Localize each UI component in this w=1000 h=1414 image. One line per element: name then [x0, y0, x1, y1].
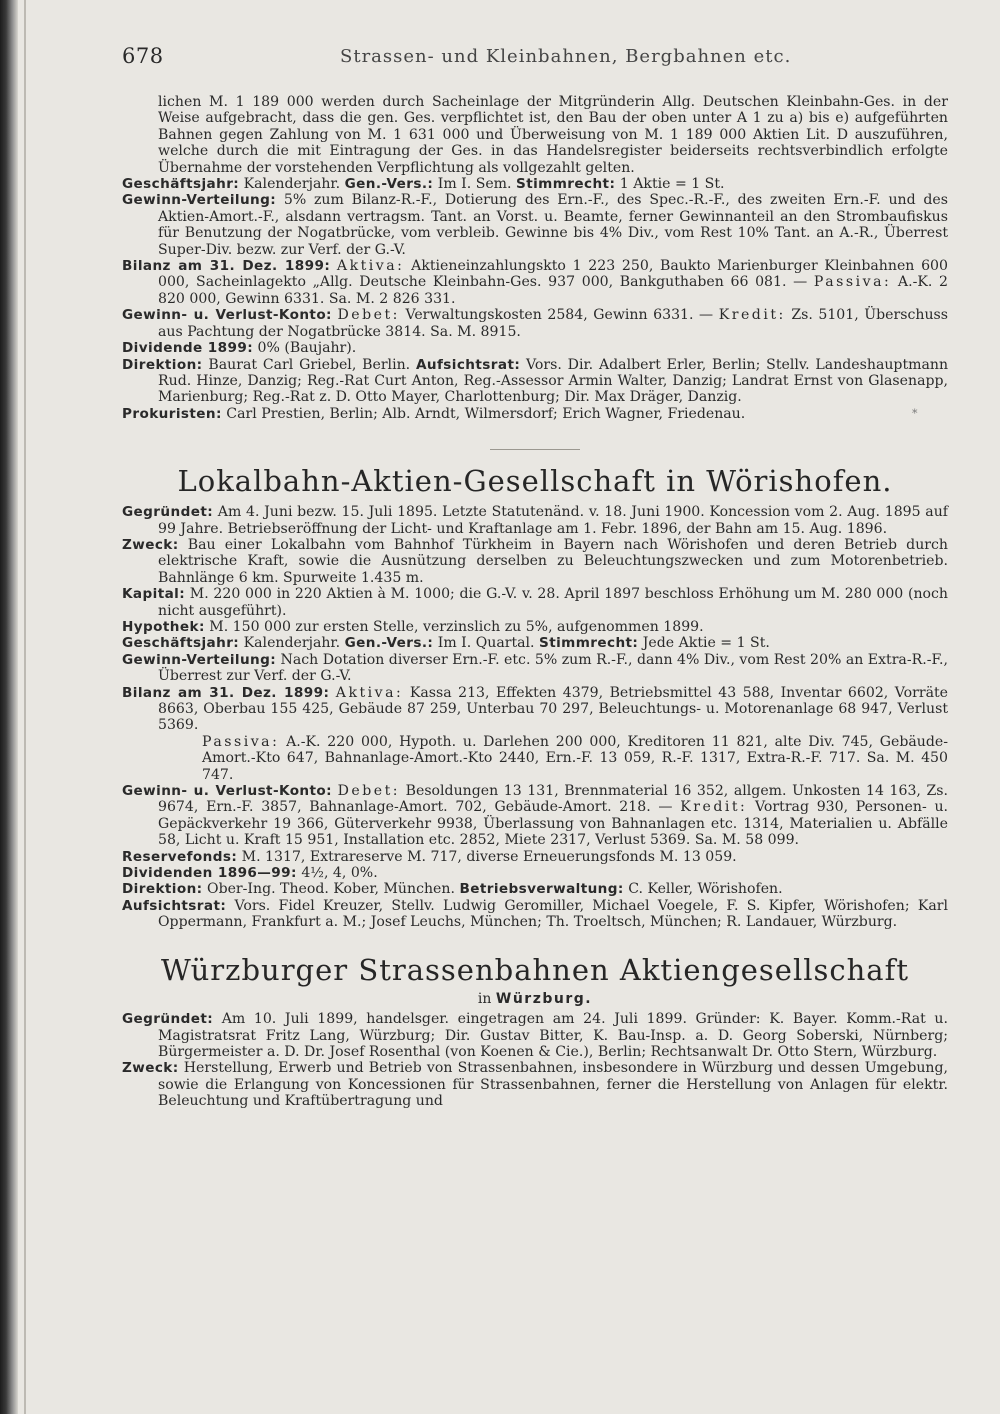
page-number: 678 [122, 44, 164, 68]
text-prokuristen: Carl Prestien, Berlin; Alb. Arndt, Wilmersdorf; Erich Wagner, Friedenau. [226, 405, 746, 422]
label-aufsichtsrat: Aufsichtsrat: [122, 897, 227, 914]
label-aktiva: Aktiva: [336, 258, 405, 275]
text-kapital: M. 220 000 in 220 Aktien à M. 1000; die G.-V. v. 28. April 1897 beschloss Erhöhung um M. 280 000 (noch nicht ausgeführt). [158, 586, 948, 619]
entry-gewinn-verlust [122, 783, 948, 849]
label-passiva: Passiva: [813, 274, 892, 291]
label-gegruendet: Gegründet: [122, 1011, 214, 1028]
entry-kapital [122, 586, 948, 619]
company-title: Würzburger Strassenbahnen Aktiengesellschaft [161, 952, 909, 987]
text-reservefonds: M. 1317, Extrareserve M. 717, diverse Erneuerungsfonds M. 13 059. [241, 848, 737, 865]
label-genvers: Gen.-Vers.: [344, 635, 434, 652]
entry-reservefonds [122, 849, 948, 865]
label-betriebsverwaltung: Betriebsverwaltung: [459, 881, 624, 898]
entry-geschaeftsjahr [122, 176, 948, 192]
entry-dividende [122, 340, 948, 356]
text-stimmrecht: Jede Aktie = 1 St. [642, 635, 770, 652]
text-geschaeftsjahr: Kalenderjahr. [243, 176, 341, 193]
text-gegruendet: Am 10. Juli 1899, handelsger. eingetragen am 24. Juli 1899. Gründer: K. Bayer. Komm.-Rat u. Magistratsrat Fritz Lang, Würzburg; Dir. Gustav Bitter, K. Bau-Insp. a. D. Georg Soberski, Nürnberg; Bürgermeister a. D. Dr. Josef Rosenthal (von Koenen & Cie.), Berlin; Rechtsanwalt Dr. Otto Stern, Würzburg. [158, 1011, 948, 1060]
label-reservefonds: Reservefonds: [122, 848, 238, 865]
company-city: Würzburg. [495, 990, 593, 1007]
label-genvers: Gen.-Vers.: [344, 176, 434, 193]
text-gewinnverteilung: Nach Dotation diverser Ern.-F. etc. 5% zum R.-F., dann 4% Div., vom Rest 20% an Extra-R.-F., Überrest zur Verf. der G.-V. [158, 651, 948, 685]
entry-passiva [122, 734, 948, 783]
label-geschaeftsjahr: Geschäftsjahr: [122, 635, 240, 652]
text-dividende: 0% (Baujahr). [257, 340, 357, 357]
entry-direktion [122, 357, 948, 406]
text-gegruendet: Am 4. Juni bezw. 15. Juli 1895. Letzte Statutenänd. v. 18. Juni 1900. Koncession vom 2. Aug. 1895 auf 99 Jahre. Betriebseröffnung der Licht- und Kraftanlage am 1. Febr. 1896, der Bahn am 15. Aug. 1896. [158, 504, 948, 537]
text-aufsichtsrat: Vors. Dir. Adalbert Erler, Berlin; Stellv. Landeshauptmann Rud. Hinze, Danzig; Reg.-Rat Curt Anton, Reg.-Assessor Armin Walter, Danzig; Landrat Ernst von Glasenapp, Marienburg; Reg.-Rat z. D. Otto Mayer, Charlottenburg; Dir. Max Dräger, Danzig. [158, 356, 949, 406]
label-zweck: Zweck: [122, 1060, 179, 1077]
text-hypothek: M. 150 000 zur ersten Stelle, verzinslich zu 5%, aufgenommen 1899. [209, 618, 704, 635]
label-dividenden: Dividenden 1896—99: [122, 865, 297, 882]
text-zweck: Herstellung, Erwerb und Betrieb von Strassenbahnen, insbesondere in Würzburg und dessen Umgebung, sowie die Erlangung von Koncessionen für Strassenbahnen, ferner die Herstellung von Anlagen für elektr. Beleuchtung und Kraftübertragung und [158, 1060, 949, 1110]
text-debet: Verwaltungskosten 2584, Gewinn 6331. — [405, 307, 714, 324]
text-aktiva: Aktieneinzahlungskto 1 223 250, Baukto Marienburger Kleinbahnen 600 000, Sacheinlagekto „Allg. Deutsche Kleinbahn-Ges. 937 000, Bankguthaben 66 081. — [158, 258, 948, 291]
label-debet: Debet: [337, 307, 400, 324]
text-direktion: Ober-Ing. Theod. Kober, München. [207, 881, 455, 898]
section-woerishofen [122, 464, 948, 931]
entry-gewinn-verlust [122, 307, 948, 340]
intro-paragraph: lichen M. 1 189 000 werden durch Sacheinlage der Mitgründerin Allg. Deutschen Kleinbahn-Ges. in der Weise aufgebracht, dass die gen. Ges. verpflichtet ist, den Bau der oben unter A 1 zu a) bis e) aufgeführten Bahnen gegen Zahlung von M. 1 631 000 und Überweisung von M. 1 189 000 Aktien Lit. D auszuführen, welche durch die mit Eintragung der Ges. in das Handelsregister beiderseits rechtsverbindlich erfolgte Übernahme der vorstehenden Verpflichtung als vollgezahlt gelten. [158, 94, 948, 176]
entry-zweck [122, 1060, 948, 1109]
label-kapital: Kapital: [122, 586, 186, 603]
entry-gegruendet [122, 1011, 948, 1060]
text-dividenden: 4½, 4, 0%. [301, 865, 378, 882]
label-gewinnverteilung: Gewinn-Verteilung: [122, 192, 277, 209]
label-debet: Debet: [337, 783, 401, 800]
section-wuerzburg [122, 953, 948, 1110]
text-aufsichtsrat: Vors. Fidel Kreuzer, Stellv. Ludwig Geromiller, Michael Voegele, F. S. Kipfer, Wörishofen; Karl Oppermann, Frankfurt a. M.; Josef Leuchs, München; Th. Troeltsch, München; R. Landauer, Würzburg. [158, 897, 949, 931]
label-passiva: Passiva: [202, 733, 280, 750]
label-kredit: Kredit: [680, 799, 748, 816]
text-genvers: Im I. Sem. [437, 176, 512, 193]
label-direktion: Direktion: [122, 356, 203, 373]
entry-gegruendet [122, 504, 948, 537]
text-betriebsverwaltung: C. Keller, Wörishofen. [628, 881, 783, 898]
text-genvers: Im I. Quartal. [437, 635, 535, 652]
text-aktiva: Kassa 213, Effekten 4379, Betriebsmittel 43 588, Inventar 6602, Vorräte 8663, Oberbau 155 425, Gebäude 87 259, Unterbau 70 297, Beleuchtungs- u. Motorenanlage 68 947, Verlust 5369. [158, 684, 949, 734]
label-dividende: Dividende 1899: [122, 340, 254, 357]
label-direktion: Direktion: [122, 881, 203, 898]
text-geschaeftsjahr: Kalenderjahr. [243, 635, 341, 652]
entry-dividenden [122, 865, 948, 881]
label-kredit: Kredit: [718, 307, 786, 324]
company-title: Lokalbahn-Aktien-Gesellschaft in Wörishofen. [177, 464, 893, 499]
label-stimmrecht: Stimmrecht: [516, 176, 616, 193]
entry-aufsichtsrat [122, 898, 948, 931]
text-kredit: Vortrag 930, Personen- u. Gepäckverkehr 19 366, Güterverkehr 9938, Überlassung von Bahnanlagen etc. 1314, Materialien u. Abfälle 58, Licht u. Kraft 15 951, Installation etc. 2852, Miete 2317, Verlust 5369. Sa. M. 58 099. [158, 799, 948, 849]
label-bilanz: Bilanz am 31. Dez. 1899: [122, 684, 330, 701]
label-geschaeftsjahr: Geschäftsjahr: [122, 176, 240, 193]
section-marienburger-continuation [122, 94, 948, 422]
label-prokuristen: Prokuristen: [122, 405, 222, 422]
page-binding-edge [0, 0, 18, 1414]
entry-gewinnverteilung [122, 652, 948, 685]
page-content [122, 94, 948, 1110]
entry-gewinnverteilung [122, 192, 948, 258]
text-zweck: Bau einer Lokalbahn vom Bahnhof Türkheim in Bayern nach Wörishofen und deren Betrieb durch elektrische Kraft, sowie die Ausnützung derselben zu Beleuchtungszwecken und zum Motorenbetrieb. Bahnlänge 6 km. Spurweite 1.435 m. [158, 536, 948, 586]
entry-direktion [122, 881, 948, 897]
label-stimmrecht: Stimmrecht: [539, 635, 639, 652]
entry-hypothek [122, 619, 948, 635]
text-kredit: Zs. 5101, Überschuss aus Pachtung der Nogatbrücke 3814. Sa. M. 8915. [158, 307, 948, 340]
text-stimmrecht: 1 Aktie = 1 St. [619, 176, 725, 193]
label-zweck: Zweck: [122, 536, 179, 553]
text-direktion: Baurat Carl Griebel, Berlin. [208, 356, 411, 373]
in-word: in [477, 990, 492, 1007]
company-city-line [122, 991, 948, 1007]
entry-bilanz [122, 258, 948, 307]
entry-zweck [122, 537, 948, 586]
running-title: Strassen- und Kleinbahnen, Bergbahnen etc. [340, 46, 792, 67]
label-hypothek: Hypothek: [122, 618, 205, 635]
entry-prokuristen: Prokuristen: Carl Prestien, Berlin; Alb. Arndt, Wilmersdorf; Erich Wagner, Friedenau. * [122, 405, 918, 422]
label-gewinnverteilung: Gewinn-Verteilung: [122, 651, 277, 668]
text-gewinnverteilung: 5% zum Bilanz-R.-F., Dotierung des Ern.-F., des Spec.-R.-F., des zweiten Ern.-F. und des Aktien-Amort.-F., alsdann vertragsm. Tant. an Vorst. u. Beamte, ferner Gewinnanteil an den Strombaufiskus für Benutzung der Nogatbrücke, vom verbleib. Gewinne bis 4% Div., vom Rest 10% Tant. an A.-R., Überrest Super-Div. bezw. zur Verf. der G.-V. [158, 192, 949, 258]
label-aktiva: Aktiva: [335, 684, 404, 701]
label-gewinn-verlust: Gewinn- u. Verlust-Konto: [122, 307, 332, 324]
text-passiva: A.-K. 220 000, Hypoth. u. Darlehen 200 000, Kreditoren 11 821, alte Div. 745, Gebäude-Amort.-Kto 647, Bahnanlage-Amort.-Kto 2440, Ern.-F. 13 059, R.-F. 1317, Extra-R.-F. 717. Sa. M. 450 747. [202, 733, 948, 783]
text-passiva: A.-K. 2 820 000, Gewinn 6331. Sa. M. 2 826 331. [158, 274, 948, 307]
entry-bilanz [122, 685, 948, 734]
label-aufsichtsrat: Aufsichtsrat: [415, 356, 521, 373]
label-bilanz: Bilanz am 31. Dez. 1899: [122, 258, 331, 275]
section-divider [490, 449, 580, 450]
text-debet: Besoldungen 13 131, Brennmaterial 16 352, allgem. Unkosten 14 163, Zs. 9674, Ern.-F. 3857, Bahnanlage-Amort. 702, Gebäude-Amort. 218. — [158, 783, 948, 816]
label-gegruendet: Gegründet: [122, 504, 214, 521]
entry-geschaeftsjahr [122, 635, 948, 651]
page-header [122, 44, 948, 74]
label-gewinn-verlust: Gewinn- u. Verlust-Konto: [122, 783, 332, 800]
